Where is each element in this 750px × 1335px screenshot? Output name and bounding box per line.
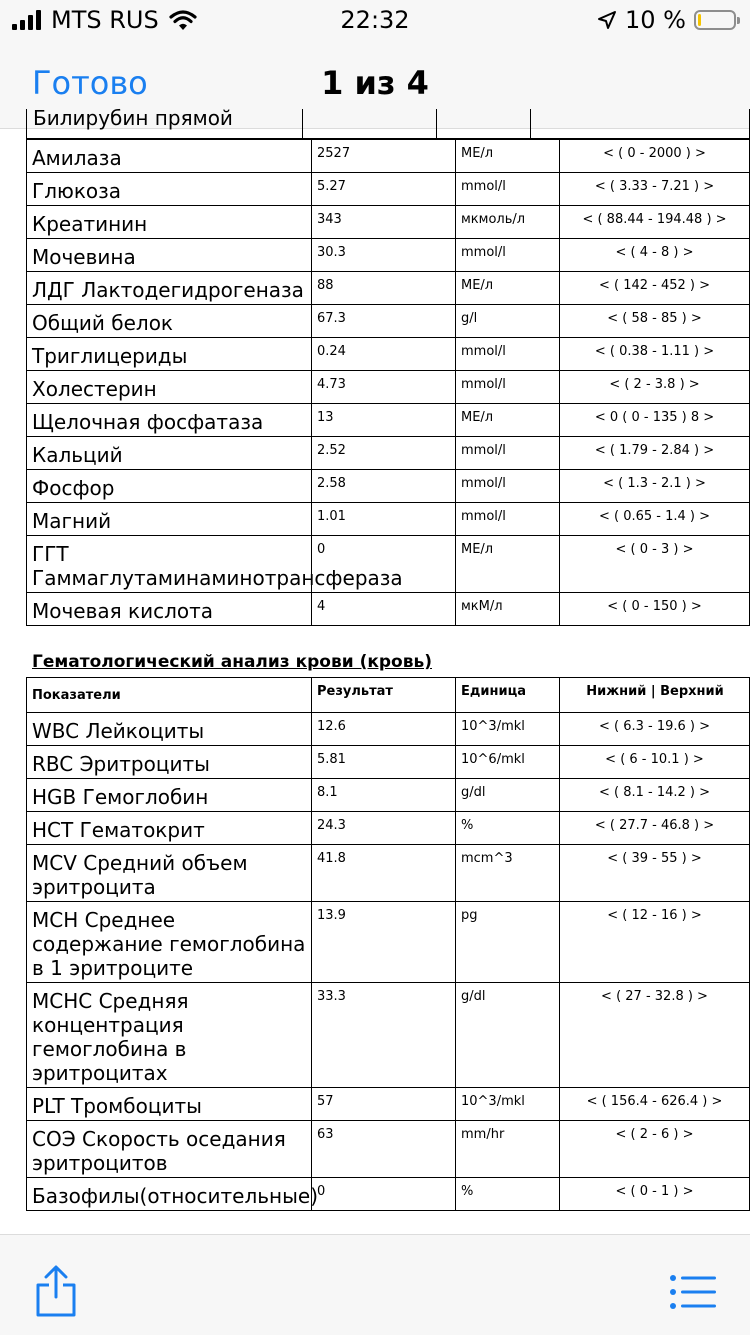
row-reference: < ( 0 - 1 ) > bbox=[560, 1178, 750, 1211]
row-unit: mmol/l bbox=[456, 371, 560, 404]
table-row bbox=[27, 902, 750, 983]
row-name: Кальций bbox=[27, 437, 312, 470]
row-unit: g/dl bbox=[456, 983, 560, 1088]
row-name: Мочевая кислота bbox=[27, 593, 312, 626]
status-right bbox=[597, 6, 736, 34]
row-value: 63 bbox=[312, 1121, 456, 1178]
row-value: 0 bbox=[312, 536, 456, 593]
row-reference: < ( 1.79 - 2.84 ) > bbox=[560, 437, 750, 470]
done-button[interactable]: Готово bbox=[32, 64, 148, 102]
share-icon[interactable] bbox=[34, 1265, 78, 1317]
row-name: Холестерин bbox=[27, 371, 312, 404]
row-reference: < ( 0.65 - 1.4 ) > bbox=[560, 503, 750, 536]
table-row bbox=[27, 779, 750, 812]
row-name: Мочевина bbox=[27, 239, 312, 272]
row-unit: МЕ/л bbox=[456, 404, 560, 437]
row-unit: 10^3/mkl bbox=[456, 1088, 560, 1121]
row-value: 8.1 bbox=[312, 779, 456, 812]
column-divider bbox=[302, 109, 303, 138]
row-unit: мкмоль/л bbox=[456, 206, 560, 239]
table-row bbox=[27, 1088, 750, 1121]
row-name: Щелочная фосфатаза bbox=[27, 404, 312, 437]
page-title: 1 из 4 bbox=[321, 64, 429, 102]
row-reference: < ( 4 - 8 ) > bbox=[560, 239, 750, 272]
row-unit: МЕ/л bbox=[456, 272, 560, 305]
row-name: HCT Гематокрит bbox=[27, 812, 312, 845]
document-view[interactable] bbox=[0, 106, 750, 1234]
table-row bbox=[27, 812, 750, 845]
row-name: ГГТ Гаммаглутаминаминотрансфераза bbox=[27, 536, 312, 593]
table-row bbox=[27, 272, 750, 305]
row-name: MCHC Средняя концентрация гемоглобина в эритроцитах bbox=[27, 983, 312, 1088]
partial-table-row bbox=[26, 106, 750, 139]
row-value: 343 bbox=[312, 206, 456, 239]
row-reference: < ( 0 - 2000 ) > bbox=[560, 140, 750, 173]
row-value: 57 bbox=[312, 1088, 456, 1121]
row-name: Амилаза bbox=[27, 140, 312, 173]
row-unit: 10^6/mkl bbox=[456, 746, 560, 779]
row-reference: < ( 8.1 - 14.2 ) > bbox=[560, 779, 750, 812]
table-row bbox=[27, 371, 750, 404]
header-unit: Единица bbox=[456, 678, 560, 713]
row-name: WBC Лейкоциты bbox=[27, 713, 312, 746]
row-reference: < ( 88.44 - 194.48 ) > bbox=[560, 206, 750, 239]
row-unit: mmol/l bbox=[456, 503, 560, 536]
row-reference: < ( 58 - 85 ) > bbox=[560, 305, 750, 338]
row-reference: < ( 1.3 - 2.1 ) > bbox=[560, 470, 750, 503]
header-reference: Нижний | Верхний bbox=[560, 678, 750, 713]
header-name: Показатели bbox=[27, 678, 312, 713]
row-reference: < ( 0 - 150 ) > bbox=[560, 593, 750, 626]
row-unit: mmol/l bbox=[456, 437, 560, 470]
column-divider bbox=[530, 109, 531, 138]
row-value: 4 bbox=[312, 593, 456, 626]
table-row bbox=[27, 206, 750, 239]
bottom-toolbar bbox=[0, 1234, 750, 1335]
row-reference: < ( 27.7 - 46.8 ) > bbox=[560, 812, 750, 845]
row-reference: < ( 39 - 55 ) > bbox=[560, 845, 750, 902]
table-row bbox=[27, 713, 750, 746]
row-unit: МЕ/л bbox=[456, 536, 560, 593]
list-icon[interactable] bbox=[670, 1275, 716, 1309]
row-unit: 10^3/mkl bbox=[456, 713, 560, 746]
row-unit: mmol/l bbox=[456, 239, 560, 272]
table-row bbox=[27, 1121, 750, 1178]
row-reference: < 0 ( 0 - 135 ) 8 > bbox=[560, 404, 750, 437]
row-reference: < ( 27 - 32.8 ) > bbox=[560, 983, 750, 1088]
row-unit: mmol/l bbox=[456, 173, 560, 206]
hematology-table bbox=[26, 677, 750, 1211]
row-name: Креатинин bbox=[27, 206, 312, 239]
row-reference: < ( 156.4 - 626.4 ) > bbox=[560, 1088, 750, 1121]
row-unit: % bbox=[456, 1178, 560, 1211]
row-unit: % bbox=[456, 812, 560, 845]
row-name: СОЭ Скорость оседания эритроцитов bbox=[27, 1121, 312, 1178]
signal-icon bbox=[12, 10, 41, 30]
row-value: 88 bbox=[312, 272, 456, 305]
row-unit: g/dl bbox=[456, 779, 560, 812]
row-name: Магний bbox=[27, 503, 312, 536]
row-name: Глюкоза bbox=[27, 173, 312, 206]
row-name: Базофилы(относительные) bbox=[27, 1178, 312, 1211]
row-reference: < ( 0 - 3 ) > bbox=[560, 536, 750, 593]
row-unit: мкМ/л bbox=[456, 593, 560, 626]
row-unit: mmol/l bbox=[456, 470, 560, 503]
row-unit: mmol/l bbox=[456, 338, 560, 371]
column-divider bbox=[436, 109, 437, 138]
row-name: Триглицериды bbox=[27, 338, 312, 371]
row-unit: pg bbox=[456, 902, 560, 983]
row-value: 5.81 bbox=[312, 746, 456, 779]
row-name: PLT Тромбоциты bbox=[27, 1088, 312, 1121]
hematology-section-title: Гематологический анализ крови (кровь) bbox=[32, 652, 432, 672]
table-row bbox=[27, 503, 750, 536]
row-unit: g/l bbox=[456, 305, 560, 338]
table-row bbox=[27, 746, 750, 779]
row-reference: < ( 2 - 6 ) > bbox=[560, 1121, 750, 1178]
row-value: 13.9 bbox=[312, 902, 456, 983]
battery-level bbox=[698, 14, 701, 26]
table-row bbox=[27, 470, 750, 503]
row-unit: МЕ/л bbox=[456, 140, 560, 173]
row-reference: < ( 2 - 3.8 ) > bbox=[560, 371, 750, 404]
table-row bbox=[27, 338, 750, 371]
row-value: 33.3 bbox=[312, 983, 456, 1088]
status-bar bbox=[0, 0, 750, 40]
table-row bbox=[27, 983, 750, 1088]
row-unit: mcm^3 bbox=[456, 845, 560, 902]
row-name: Общий белок bbox=[27, 305, 312, 338]
row-reference: < ( 12 - 16 ) > bbox=[560, 902, 750, 983]
row-value: 1.01 bbox=[312, 503, 456, 536]
table-row bbox=[27, 437, 750, 470]
row-reference: < ( 6 - 10.1 ) > bbox=[560, 746, 750, 779]
row-value: 41.8 bbox=[312, 845, 456, 902]
row-name: RBC Эритроциты bbox=[27, 746, 312, 779]
row-reference: < ( 142 - 452 ) > bbox=[560, 272, 750, 305]
row-value: 12.6 bbox=[312, 713, 456, 746]
carrier-label: MTS RUS bbox=[51, 6, 159, 34]
table-row bbox=[27, 1178, 750, 1211]
row-reference: < ( 6.3 - 19.6 ) > bbox=[560, 713, 750, 746]
table-row bbox=[27, 173, 750, 206]
battery-percent: 10 % bbox=[625, 6, 686, 34]
row-value: 2.58 bbox=[312, 470, 456, 503]
table-row bbox=[27, 404, 750, 437]
location-arrow-icon bbox=[597, 10, 617, 30]
table-header-row bbox=[27, 678, 750, 713]
table-row bbox=[27, 536, 750, 593]
table-row bbox=[27, 845, 750, 902]
table-row bbox=[27, 593, 750, 626]
row-value: 24.3 bbox=[312, 812, 456, 845]
table-row bbox=[27, 305, 750, 338]
row-reference: < ( 0.38 - 1.11 ) > bbox=[560, 338, 750, 371]
row-name: MCH Среднее содержание гемоглобина в 1 эритроците bbox=[27, 902, 312, 983]
row-value: 30.3 bbox=[312, 239, 456, 272]
row-name: Фосфор bbox=[27, 470, 312, 503]
status-left bbox=[12, 6, 197, 34]
table-row bbox=[27, 239, 750, 272]
table-row bbox=[27, 140, 750, 173]
row-reference: < ( 3.33 - 7.21 ) > bbox=[560, 173, 750, 206]
row-value: 5.27 bbox=[312, 173, 456, 206]
row-value: 4.73 bbox=[312, 371, 456, 404]
row-value: 0.24 bbox=[312, 338, 456, 371]
biochemistry-table bbox=[26, 139, 750, 626]
row-name: HGB Гемоглобин bbox=[27, 779, 312, 812]
battery-icon bbox=[694, 10, 736, 30]
row-value: 67.3 bbox=[312, 305, 456, 338]
partial-row-name: Билирубин прямой bbox=[33, 106, 233, 130]
row-value: 2527 bbox=[312, 140, 456, 173]
wifi-icon bbox=[169, 9, 197, 31]
row-value: 0 bbox=[312, 1178, 456, 1211]
header-value: Результат bbox=[312, 678, 456, 713]
row-unit: mm/hr bbox=[456, 1121, 560, 1178]
row-name: MCV Средний объем эритроцита bbox=[27, 845, 312, 902]
row-value: 2.52 bbox=[312, 437, 456, 470]
row-name: ЛДГ Лактодегидрогеназа bbox=[27, 272, 312, 305]
status-time: 22:32 bbox=[340, 6, 410, 34]
row-value: 13 bbox=[312, 404, 456, 437]
